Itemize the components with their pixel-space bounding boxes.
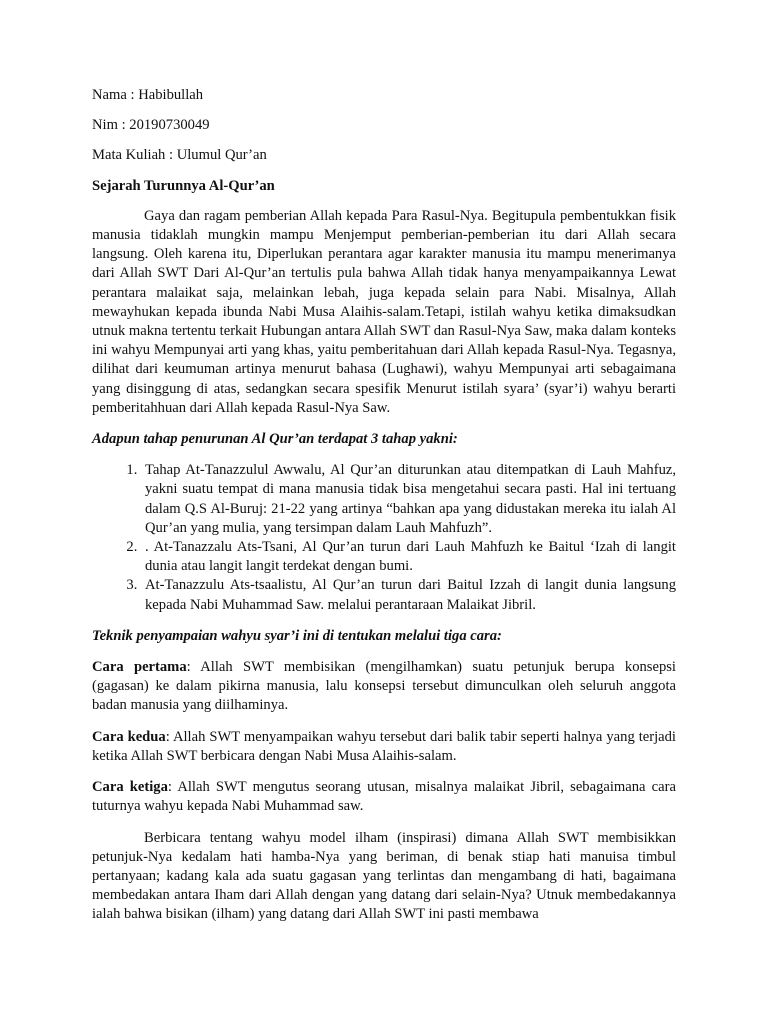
intro-paragraph: Gaya dan ragam pemberian Allah kepada Para Rasul-Nya. Begitupula pembentukkan fisik manusia tidaklah mungkin mampu Menjemput pemberian-pemberian itu dari Allah secara langsung. Oleh karena itu, Diperlukan perantara agar karakter manusia itu mampu menerimanya dari Allah SWT Dari Al-Qur’an tertulis pula bahwa Allah tidak hanya menyampaikannya Lewat perantara malaikat saja, melainkan lebah, juga kepada selain para Nabi. Misalnya, Allah mewayhukan kepada ibunda Nabi Musa Alaihis-salam.Tetapi, istilah wahyu ketika dimaksudkan utnuk makna tertentu terkait Hubungan antara Allah SWT dan Rasul-Nya Saw, maka dalam konteks ini wahyu Mempunyai arti yang khas, yaitu pemberitahuan dari Allah kepada Rasul-Nya. Tegasnya, dilihat dari keumuman artinya menurut bahasa (Lughawi), wahyu Mempunyai arti sebagaimana yang disinggung di atas, sedangkan secara spesifik Menurut istilah syara’ (syar’i) wahyu berarti pemberitahhuan dari Allah kepada Rasul-Nya Saw. [92,207,676,416]
student-nim: Nim : 20190730049 [92,117,210,134]
cara-label: Cara pertama [92,659,187,676]
document-title: Sejarah Turunnya Al-Qur’an [92,177,275,194]
stages-list [92,461,676,615]
list-item: 1. Tahap At-Tanazzulul Awwalu, Al Qur’an diturunkan atau ditempatkan di Lauh Mahfuz, yakni suatu tempat di mana manusia tidak bisa mengetahui secara pasti. Hal ini tertuang dalam Q.S Al-Buruj: 21-22 yang artinya “bahkan apa yang didustakan mereka itu ialah Al Qur’an yang mulia, yang tersimpan dalam Lauh Mahfuzh”. [141,461,676,538]
cara-kedua [92,728,676,766]
cara-pertama [92,658,676,716]
list-item: 3. At-Tanazzulu Ats-tsaalistu, Al Qur’an turun dari Baitul Izzah di langit dunia langsung kepada Nabi Muhammad Saw. melalui perantaraan Malaikat Jibril. [141,576,676,614]
cara-label: Cara kedua [92,728,166,745]
teknik-heading: Teknik penyampaian wahyu syar’i ini di tentukan melalui tiga cara: [92,627,502,644]
student-name: Nama : Habibullah [92,87,204,103]
cara-ketiga [92,778,676,816]
cara-text: : Allah SWT membisikan (mengilhamkan) suatu petunjuk berupa konsepsi (gagasan) ke dalam pikirna manusia, lalu konsepsi tersebut dimunculkan oleh seluruh anggota badan manusia yang diilhaminya. [92,659,676,714]
cara-text: : Allah SWT mengutus seorang utusan, misalnya malaikat Jibril, sebagaimana cara tuturnya wahyu kepada Nabi Muhammad saw. [92,779,676,815]
cara-text: : Allah SWT menyampaikan wahyu tersebut dari balik tabir seperti halnya yang terjadi ketika Allah SWT berbicara dengan Nabi Musa Alaihis-salam. [92,728,676,764]
list-item: 2. . At-Tanazzalu Ats-Tsani, Al Qur’an turun dari Lauh Mahfuzh ke Baitul ‘Izah di langit dunia atau langit langit terdekat dengan bumi. [141,538,676,576]
cara-label: Cara ketiga [92,779,168,796]
closing-paragraph: Berbicara tentang wahyu model ilham (inspirasi) dimana Allah SWT membisikkan petunjuk-Nya kedalam hati hamba-Nya yang beriman, di benak stiap hati manuisa timbul pertanyaan; kadang kala ada suatu gagasan yang terlintas dan mengambang di hati, bagaimana membedakan antara Iham dari Allah dengan yang datang dari selain-Nya? Utnuk membedakannya ialah bahwa bisikan (ilham) yang datang dari Allah SWT ini pasti membawa [92,829,676,923]
course-name: Mata Kuliah : Ulumul Qur’an [92,147,267,164]
stages-heading: Adapun tahap penurunan Al Qur’an terdapat 3 tahap yakni: [92,431,458,448]
